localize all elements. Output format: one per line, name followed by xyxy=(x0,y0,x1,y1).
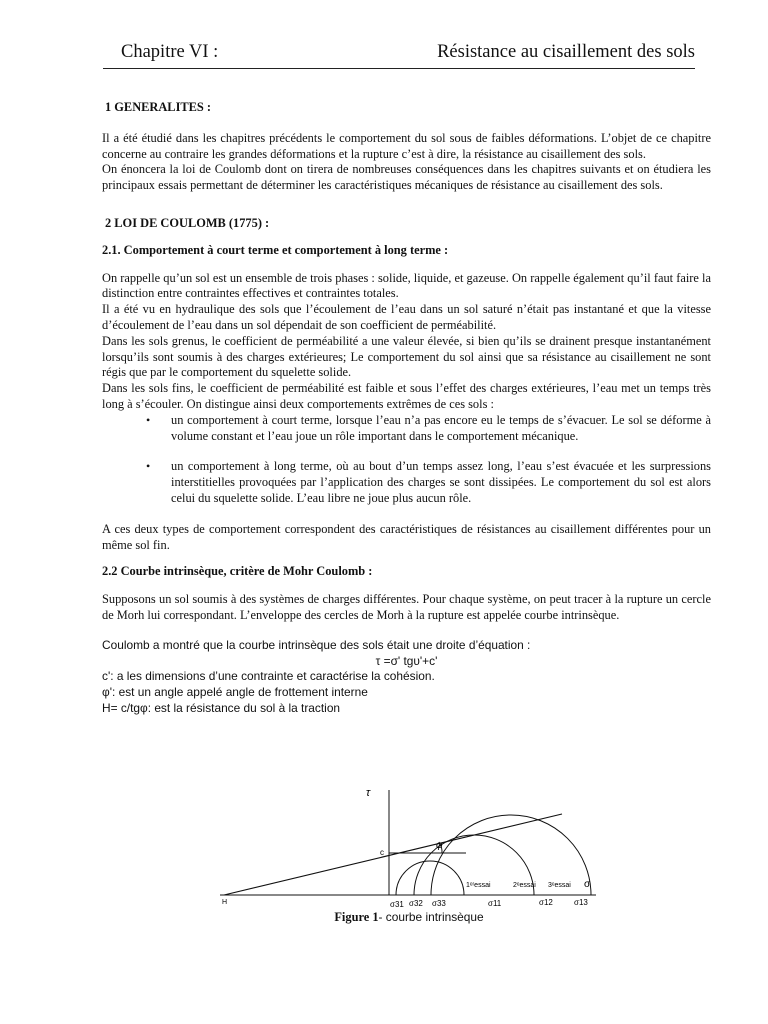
essai-1-label: 1ᵉʳessai xyxy=(466,882,491,889)
definition-c: c': a les dimensions d’une contrainte et caractérise la cohésion. xyxy=(102,669,435,684)
c-label: c xyxy=(380,848,384,857)
paragraph: On énoncera la loi de Coulomb dont on tirera de nombreuses conséquences dans les chapitres suivants et on étudiera les principaux essais permettant de déterminer les caractéristiques mécaniques de résistance au cisaillement des sols. xyxy=(102,162,711,193)
mohr-coulomb-figure xyxy=(214,778,604,908)
sigma-label: σ xyxy=(584,879,591,890)
paragraph: Supposons un sol soumis à des systèmes de charges différentes. Pour chaque système, on peut tracer à la rupture un cercle de Morh lui correspondant. L’enveloppe des cercles de Morh à la rupture est appelée courbe intrinsèque. xyxy=(102,592,711,622)
sigma31-label: σ31 xyxy=(390,900,404,908)
sigma33-label: σ33 xyxy=(432,899,446,908)
phi-label: φ xyxy=(436,840,443,851)
page-header xyxy=(103,42,695,69)
intrinsic-line xyxy=(224,814,562,895)
sigma13-label: σ13 xyxy=(574,898,588,907)
paragraph: Dans les sols grenus, le coefficient de perméabilité a une valeur élevée, si bien qu’ils se drainent presque instantanément lorsqu’ils sont soumis à des charges extérieures; Le comportement du sol ainsi que sa résistance au cisaillement ne sont régis que par le comportement du squelette solide. xyxy=(102,333,711,380)
tau-label: τ xyxy=(366,787,371,799)
definition-phi: φ': est un angle appelé angle de frottement interne xyxy=(102,685,368,700)
section-heading: 2 LOI DE COULOMB (1775) : xyxy=(105,215,270,230)
mohr-circle-1 xyxy=(396,861,464,895)
essai-3-label: 3ᵉessai xyxy=(548,882,571,889)
paragraph: A ces deux types de comportement correspondent des caractéristiques de résistances au cisaillement différentes pour un même sol fin. xyxy=(102,521,711,552)
chapter-label: Chapitre VI : xyxy=(121,42,219,62)
subsection-heading: 2.2 Courbe intrinsèque, critère de Mohr Coulomb : xyxy=(102,564,373,579)
paragraph: On rappelle qu’un sol est un ensemble de trois phases : solide, liquide, et gazeuse. On rappelle également qu’il faut faire la distinction entre contraintes effectives et contraintes totales. xyxy=(102,270,711,301)
definition-h: H= c/tgφ: est la résistance du sol à la traction xyxy=(102,700,341,715)
list-item: • un comportement à court terme, lorsque l’eau n’a pas encore eu le temps de s’évacuer. Le sol se déforme à volume constant et l’eau joue un rôle important dans le comportement mécanique. xyxy=(146,412,711,443)
essai-2-label: 2ᵉessai xyxy=(513,882,536,889)
paragraph: Coulomb a montré que la courbe intrinsèque des sols était une droite d’équation : xyxy=(102,637,531,652)
list-item: • un comportement à long terme, où au bout d’un temps assez long, l’eau s’est évacuée et les surpressions interstitielles provoquées par l’application des charges se sont dissipées. Le comportement du sol est alors celui du squelette solide. L’eau libre ne joue plus aucun rôle. xyxy=(146,459,711,505)
bullet-icon: • xyxy=(146,412,151,427)
sigma32-label: σ32 xyxy=(409,899,423,908)
chapter-title: Résistance au cisaillement des sols xyxy=(437,42,695,62)
section-heading: 1 GENERALITES : xyxy=(105,100,212,114)
sigma11-label: σ11 xyxy=(488,899,502,908)
subsection-heading: 2.1. Comportement à court terme et comportement à long terme : xyxy=(102,242,449,257)
bullet-icon: • xyxy=(146,459,151,474)
figure-caption-text: - courbe intrinsèque xyxy=(378,910,484,924)
figure-number: Figure 1 xyxy=(334,910,379,924)
equation: τ =σ' tgυ'+c' xyxy=(375,653,438,668)
paragraph: Il a été vu en hydraulique des sols que l’écoulement de l’eau dans un sol saturé n’était pas instantané et que la vitesse d’écoulement de l’eau dans un sol dépendait de son coefficient de perméabilité. xyxy=(102,302,711,332)
bullet-list xyxy=(102,413,711,507)
paragraph: Il a été étudié dans les chapitres précédents le comportement du sol sous de faibles déformations. L’objet de ce chapitre concerne au contraire les grandes déformations et la rupture c’est à dire, la résistance au cisaillement des sols. xyxy=(102,130,711,161)
document-body xyxy=(102,100,711,717)
figure-caption xyxy=(214,910,604,925)
paragraph: Dans les sols fins, le coefficient de perméabilité est faible et sous l’effet des charges extérieures, l’eau met un temps très long à s’écouler. On distingue ainsi deux comportements extrêmes de ces sols : xyxy=(102,381,711,411)
h-label: H xyxy=(222,899,228,906)
sigma12-label: σ12 xyxy=(539,898,553,907)
